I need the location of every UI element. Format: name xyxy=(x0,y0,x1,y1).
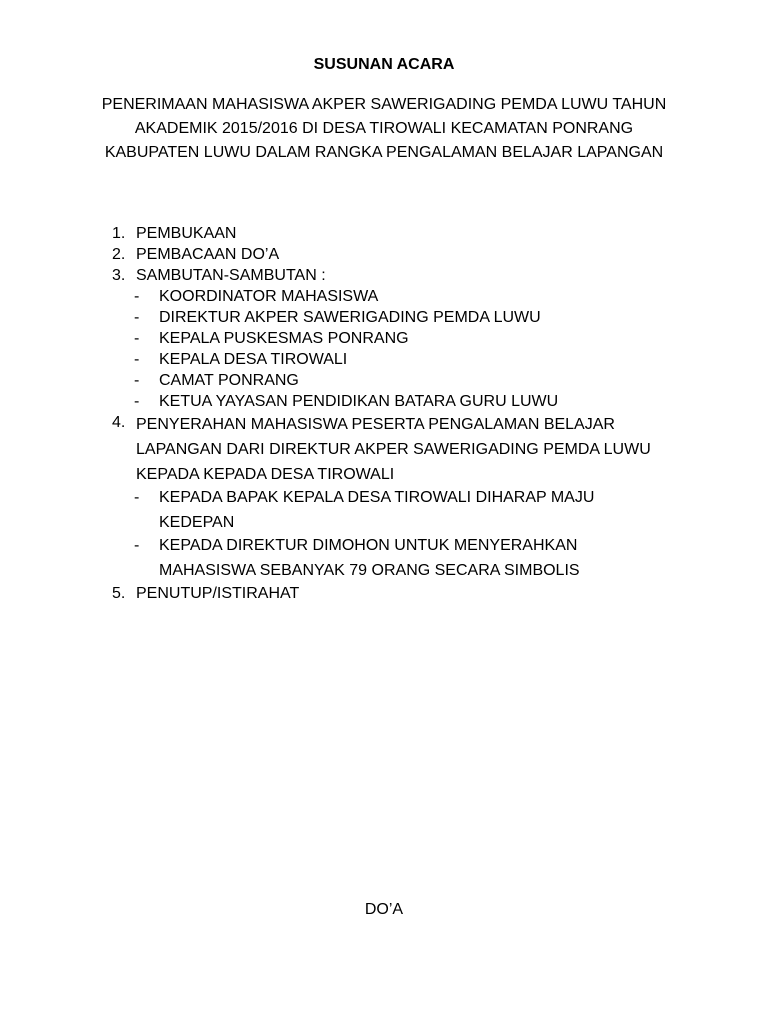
agenda-sublist xyxy=(136,485,670,583)
sub-item-text: KOORDINATOR MAHASISWA xyxy=(159,288,379,305)
agenda-item-5 xyxy=(110,583,670,604)
agenda-number: 1. xyxy=(112,225,126,242)
agenda-text: PENUTUP/ISTIRAHAT xyxy=(136,585,300,602)
sub-item-text: DIREKTUR AKPER SAWERIGADING PEMDA LUWU xyxy=(159,309,541,326)
agenda-text: PENYERAHAN MAHASISWA PESERTA PENGALAMAN BELAJAR LAPANGAN DARI DIREKTUR AKPER SAWERIGADING PEMDA LUWU KEPADA KEPADA DESA TIROWALI xyxy=(136,416,651,483)
agenda-item-3 xyxy=(110,265,670,412)
sub-item-text: KEPALA DESA TIROWALI xyxy=(159,351,348,368)
agenda-list xyxy=(110,223,670,604)
agenda-item-1 xyxy=(110,223,670,244)
agenda-number: 3. xyxy=(112,267,126,284)
list-item xyxy=(136,533,670,583)
agenda-number: 2. xyxy=(112,246,126,263)
list-item xyxy=(136,485,670,535)
bullet-dash: - xyxy=(134,489,140,506)
agenda-number: 5. xyxy=(112,585,126,602)
bullet-dash: - xyxy=(134,309,140,326)
list-item xyxy=(136,307,670,328)
agenda-text: PEMBACAAN DO’A xyxy=(136,246,280,263)
bullet-dash: - xyxy=(134,372,140,389)
agenda-sublist xyxy=(136,286,670,412)
list-item xyxy=(136,370,670,391)
list-item xyxy=(136,328,670,349)
agenda-text: PEMBUKAAN xyxy=(136,225,237,242)
agenda-item-2 xyxy=(110,244,670,265)
sub-item-text: KEPADA DIREKTUR DIMOHON UNTUK MENYERAHKAN MAHASISWA SEBANYAK 79 ORANG SECARA SIMBOLIS xyxy=(159,537,580,579)
bullet-dash: - xyxy=(134,330,140,347)
document-title: SUSUNAN ACARA xyxy=(313,56,455,73)
sub-item-text: KEPADA BAPAK KEPALA DESA TIROWALI DIHARAP MAJU KEDEPAN xyxy=(159,489,595,531)
sub-item-text: KEPALA PUSKESMAS PONRANG xyxy=(159,330,409,347)
bullet-dash: - xyxy=(134,351,140,368)
bullet-dash: - xyxy=(134,537,140,554)
list-item xyxy=(136,286,670,307)
list-item xyxy=(136,391,670,412)
list-item xyxy=(136,349,670,370)
document-subtitle: PENERIMAAN MAHASISWA AKPER SAWERIGADING PEMDA LUWU TAHUN AKADEMIK 2015/2016 DI DESA TIROWALI KECAMATAN PONRANG KABUPATEN LUWU DALAM RANGKA PENGALAMAN BELAJAR LAPANGAN xyxy=(101,96,667,161)
sub-item-text: KETUA YAYASAN PENDIDIKAN BATARA GURU LUWU xyxy=(159,393,559,410)
agenda-item-4 xyxy=(110,412,670,583)
sub-item-text: CAMAT PONRANG xyxy=(159,372,299,389)
bullet-dash: - xyxy=(134,393,140,410)
bullet-dash: - xyxy=(134,288,140,305)
agenda-number: 4. xyxy=(112,414,126,431)
footer-doa: DO’A xyxy=(364,901,404,918)
agenda-text: SAMBUTAN-SAMBUTAN : xyxy=(136,267,326,284)
